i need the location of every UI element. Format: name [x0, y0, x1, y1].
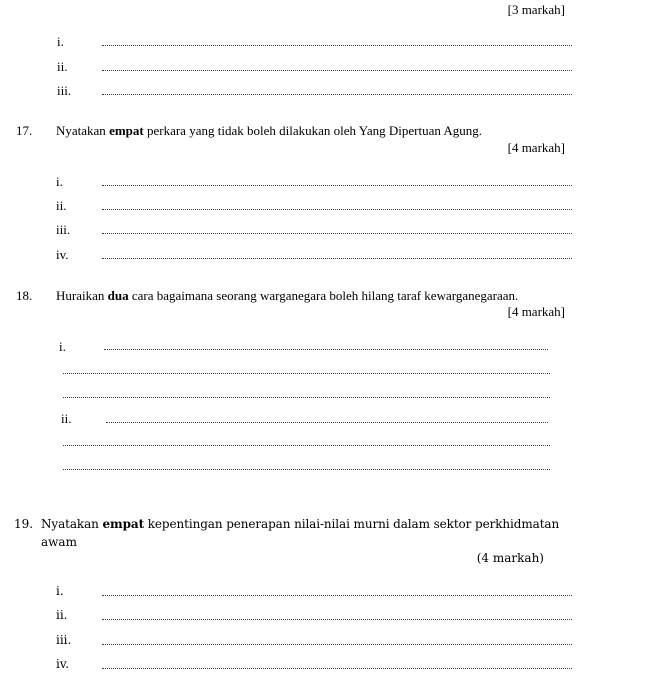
q19-item-label: iii.: [56, 633, 72, 647]
question-marks: [4 markah]: [507, 304, 565, 319]
answer-line[interactable]: [102, 595, 572, 596]
q16-item-label: iii.: [57, 83, 72, 98]
answer-line[interactable]: [63, 373, 550, 374]
answer-line[interactable]: [102, 70, 572, 71]
answer-line[interactable]: [104, 349, 548, 350]
answer-line[interactable]: [106, 422, 548, 423]
answer-line[interactable]: [102, 668, 572, 669]
question-number: 18.: [16, 288, 33, 303]
answer-line[interactable]: [102, 258, 572, 259]
question-number: 19.: [14, 517, 34, 531]
question-text: Nyatakan empat kepentingan penerapan nilai-nilai murni dalam sektor perkhidmatan: [41, 517, 560, 531]
question-marks: [4 markah]: [507, 140, 565, 155]
answer-line[interactable]: [102, 94, 572, 95]
answer-line[interactable]: [102, 209, 572, 210]
answer-line[interactable]: [102, 45, 572, 46]
answer-line[interactable]: [63, 469, 550, 470]
q18-item-label: i.: [59, 339, 66, 354]
q17-item-label: i.: [56, 174, 63, 189]
q19-item-label: iv.: [56, 657, 70, 671]
answer-line[interactable]: [102, 644, 572, 645]
q16-item-label: ii.: [57, 59, 68, 74]
question-text: Nyatakan empat perkara yang tidak boleh dilakukan oleh Yang Dipertuan Agung.: [56, 123, 483, 138]
answer-line[interactable]: [63, 397, 550, 398]
question-marks: (4 markah): [476, 551, 544, 565]
q19-item-label: i.: [56, 584, 64, 598]
q18-item-label: ii.: [61, 411, 72, 426]
q17-item-label: iii.: [56, 222, 71, 237]
q17-item-label: iv.: [56, 247, 69, 262]
answer-line[interactable]: [63, 445, 550, 446]
q16-item-label: i.: [57, 34, 64, 49]
question-text-line2: awam: [41, 535, 77, 549]
q19-item-label: ii.: [56, 608, 68, 622]
answer-line[interactable]: [102, 185, 572, 186]
answer-line[interactable]: [102, 619, 572, 620]
answer-line[interactable]: [102, 233, 572, 234]
top-marks: [3 markah]: [507, 2, 565, 17]
question-number: 17.: [16, 123, 33, 138]
q17-item-label: ii.: [56, 198, 67, 213]
question-text: Huraikan dua cara bagaimana seorang warganegara boleh hilang taraf kewarganegaraan.: [56, 288, 519, 303]
